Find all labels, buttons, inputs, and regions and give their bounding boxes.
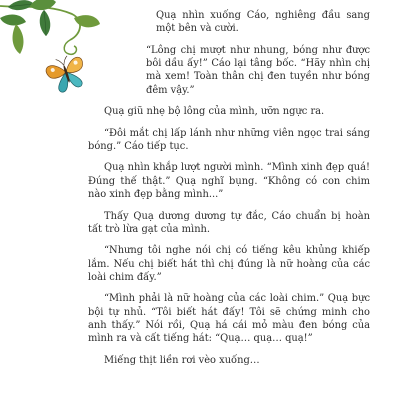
story-paragraph-8: “Mình phải là nữ hoàng của các loài chim.” Quạ bực bội tự nhủ. “Tôi biết hát đấy! Tôi sẽ chứng minh cho anh thấy.” Nói rồi, Quạ há cái mỏ màu đen bóng của mình ra và cất tiếng hát: “Quạ… quạ… quạ!” [88,293,370,345]
story-paragraph-7: “Nhưng tôi nghe nói chị có tiếng kêu khủng khiếp lắm. Nếu chị biết hát thì chị đúng là nữ hoàng của các loài chim đấy.” [88,245,370,283]
story-paragraph-9: Miếng thịt liền rơi vèo xuống… [104,354,260,366]
story-text [88,9,370,375]
story-paragraph-1: Quạ nhìn xuống Cáo, nghiêng đầu sang một bên và cười. [156,10,370,35]
butterfly-icon [43,52,89,95]
story-paragraph-5: Quạ nhìn khắp lượt người mình. “Mình xinh đẹp quá! Đúng thế thật.” Quạ nghĩ bụng. “Không có con chim nào xinh đẹp bằng mình...” [88,162,370,201]
story-paragraph-2: “Lông chị mượt như nhung, bóng như được bôi dầu ấy!” Cáo lại tâng bốc. “Hãy nhìn chị mà xem! Toàn thân chị đen tuyền như bóng đêm vậy.” [146,44,370,96]
story-paragraph-3: Quạ giũ nhẹ bộ lông của mình, ưỡn ngực ra. [104,106,325,118]
vine-leaves-icon [0,0,100,54]
story-paragraph-6: Thấy Quạ dương dương tự đắc, Cáo chuẩn bị hoàn tất trò lừa gạt của mình. [88,210,370,235]
story-paragraph-4: “Đôi mắt chị lấp lánh như những viên ngọc trai sáng bóng.” Cáo tiếp tục. [88,127,370,152]
